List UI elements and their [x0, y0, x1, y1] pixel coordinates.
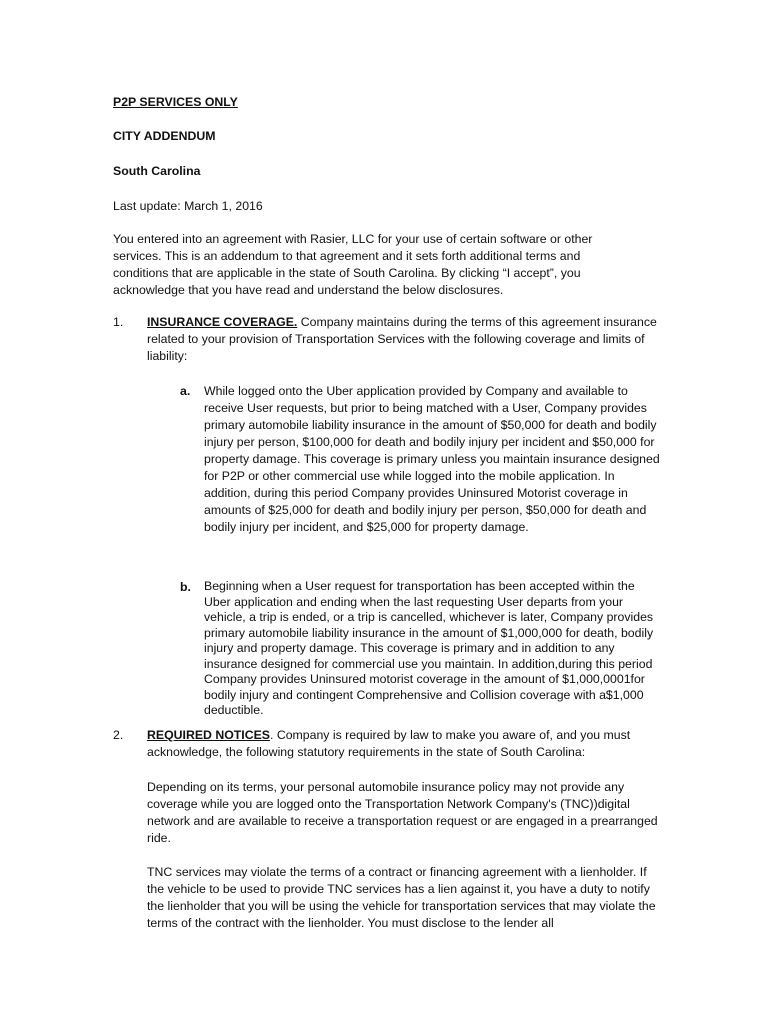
heading-city-addendum: CITY ADDENDUM: [113, 129, 216, 143]
section-2-title: REQUIRED NOTICES: [147, 728, 270, 742]
last-update: Last update: March 1, 2016: [113, 199, 263, 213]
section-1-text: Company maintains during the terms of this agreement insurance related to your provision of Transportation Services with the following coverage and limits of liability:: [147, 315, 657, 363]
section-1-title: INSURANCE COVERAGE.: [147, 315, 298, 329]
section-2-body: [147, 727, 667, 761]
item-a-label: a.: [180, 384, 191, 398]
section-2-number: 2.: [113, 728, 124, 742]
section-2-text: . Company is required by law to make you aware of, and you must acknowledge, the following statutory requirements in the state of South Carolina:: [147, 728, 631, 759]
section-2-paragraph-1: Depending on its terms, your personal automobile insurance policy may not provide any coverage while you are logged onto the Transportation Network Company's (TNC))digital network and are available to receive a transportation request or are engaged in a prearranged ride.: [147, 780, 658, 845]
section-1-body: [147, 314, 667, 365]
item-a-text: While logged onto the Uber application provided by Company and available to receive User requests, but prior to being matched with a User, Company provides primary automobile liability insurance in the amount of $50,000 for death and bodily injury per person, $100,000 for death and bodily injury per incident and $50,000 for property damage. This coverage is primary unless you maintain insurance designed for P2P or other commercial use while logged into the mobile application. In addition, during this period Company provides Uninsured Motorist coverage in amounts of $25,000 for death and bodily injury per person, $50,000 for death and bodily injury per incident, and $25,000 for property damage.: [204, 384, 660, 534]
section-1-number: 1.: [113, 315, 124, 329]
item-b-label: b.: [180, 580, 191, 594]
section-2-paragraph-2: TNC services may violate the terms of a contract or financing agreement with a lienholder. If the vehicle to be used to provide TNC services has a lien against it, you have a duty to notify the lienholder that you will be using the vehicle for transportation services that may violate the terms of the contract with the lienholder. You must disclose to the lender all: [147, 865, 656, 930]
intro-paragraph: You entered into an agreement with Rasier, LLC for your use of certain software or other services. This is an addendum to that agreement and it sets forth additional terms and conditions that are applicable in the state of South Carolina. By clicking “I accept”, you acknowledge that you have read and understand the below disclosures.: [113, 232, 593, 297]
item-b-text: Beginning when a User request for transportation has been accepted within the Uber application and ending when the last requesting User departs from your vehicle, a trip is ended, or a trip is cancelled, whichever is later, Company provides primary automobile liability insurance in the amount of $1,000,000 for death, bodily injury and property damage. This coverage is primary and in addition to any insurance designed for commercial use you maintain. In addition,during this period Company provides Uninsured motorist coverage in the amount of $1,000,0001for bodily injury and contingent Comprehensive and Collision coverage with a$1,000 deductible.: [204, 579, 654, 717]
heading-state: South Carolina: [113, 164, 201, 178]
heading-p2p-services: P2P SERVICES ONLY: [113, 95, 238, 109]
